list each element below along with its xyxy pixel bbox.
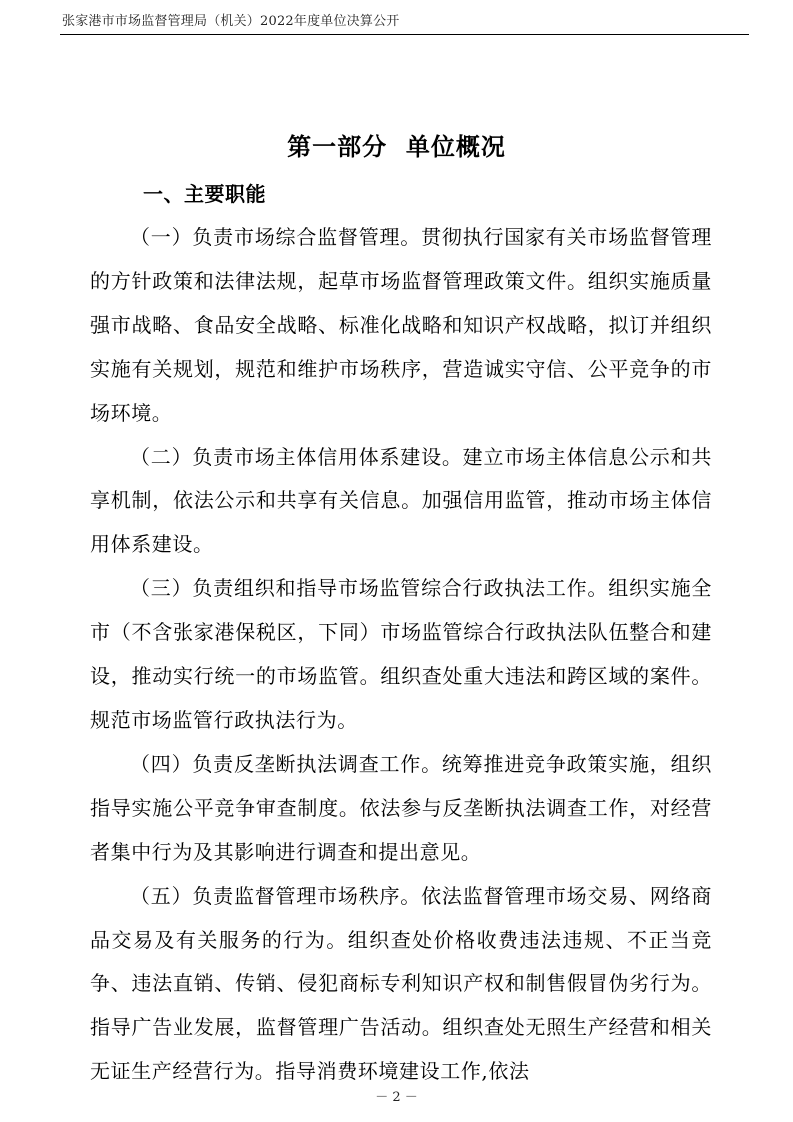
running-header: 张家港市市场监督管理局（机关）2022年度单位决算公开 — [62, 14, 400, 29]
paragraph-4: （四）负责反垄断执法调查工作。统筹推进竞争政策实施，组织指导实施公平竞争审查制度。依法参与反垄断执法调查工作，对经营者集中行为及其影响进行调查和提出意见。 — [90, 751, 712, 864]
header-divider — [60, 34, 749, 35]
paragraph-3: （三）负责组织和指导市场监管综合行政执法工作。组织实施全市（不含张家港保税区，下同）市场监管综合行政执法队伍整合和建设，推动实行统一的市场监管。组织查处重大违法和跨区域的案件。规范市场监管行政执法行为。 — [90, 576, 712, 732]
body-text — [90, 216, 712, 1094]
section-heading: 一、主要职能 — [143, 182, 266, 206]
paragraph-1: （一）负责市场综合监督管理。贯彻执行国家有关市场监督管理的方针政策和法律法规，起草市场监督管理政策文件。组织实施质量强市战略、食品安全战略、标准化战略和知识产权战略，拟订并组织实施有关规划，规范和维护市场秩序，营造诚实守信、公平竞争的市场环境。 — [90, 225, 712, 425]
page-number: － 2 － — [375, 1090, 418, 1105]
paragraph-5: （五）负责监督管理市场秩序。依法监督管理市场交易、网络商品交易及有关服务的行为。组织查处价格收费违法违规、不正当竞争、违法直销、传销、侵犯商标专利知识产权和制售假冒伪劣行为。指导广告业发展，监督管理广告活动。组织查处无照生产经营和相关无证生产经营行为。指导消费环境建设工作,依法 — [90, 883, 712, 1084]
paragraph-2: （二）负责市场主体信用体系建设。建立市场主体信息公示和共享机制，依法公示和共享有关信息。加强信用监管，推动市场主体信用体系建设。 — [90, 444, 712, 557]
part-title: 第一部分 单位概况 — [287, 133, 506, 161]
